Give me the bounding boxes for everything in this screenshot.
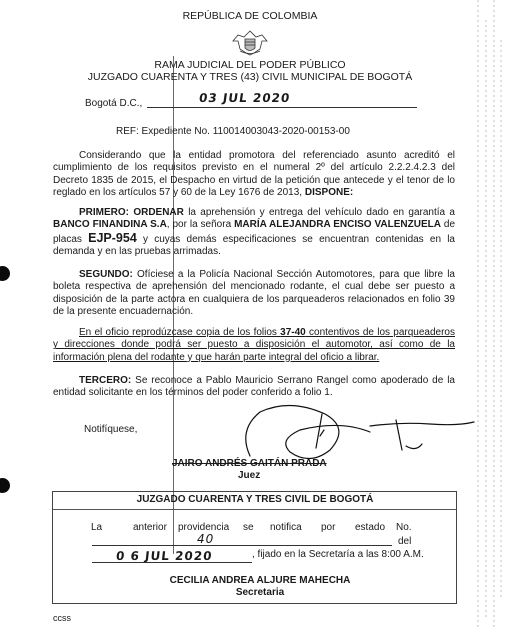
folios-range: 37-40 [280,327,306,338]
judge-name: JAIRO ANDRÉS GAITÁN PRADA [172,458,327,469]
handwritten-estado-number: 40 [197,532,215,546]
punch-hole-bottom [0,478,10,493]
notifiquese-label: Notifíquese, [84,424,138,435]
dispone-label: DISPONE: [304,187,354,199]
notification-word-anterior: anterior [133,522,167,533]
secretary-title: Secretaria [235,587,285,598]
secretary-name: CECILIA ANDREA ALJURE MAHECHA [169,575,351,586]
oficio-paragraph [53,327,455,364]
primero-text-1: la aprehensión y entrega del vehículo dado en garantía a [183,207,455,218]
date-underline [147,107,417,108]
primero-text-3: de placas [53,219,456,245]
primero-text-2: , por la señora [166,219,235,231]
notification-word-estado: estado [355,522,386,533]
handwritten-date-stamp: 03 JUL 2020 [198,91,292,105]
punch-hole-top [0,266,10,281]
tercero-text: Se reconoce a Pablo Mauricio Serrano Rangel como apoderado de la entidad solicitante en los términos del poder conferido a folio 1. [53,375,455,399]
scan-edge-artifact [472,0,507,628]
debtor-name: MARÍA ALEJANDRA ENCISO VALENZUELA [234,219,441,231]
segundo-paragraph [53,269,455,319]
country-header: REPÚBLICA DE COLOMBIA [182,10,318,22]
judicial-branch-title: RAMA JUDICIAL DEL PODER PÚBLICO [154,59,346,71]
segundo-label: SEGUNDO: [79,269,133,280]
notification-box-rule [53,509,456,510]
typist-initials: ccss [53,613,71,623]
handwritten-fixed-date: 0 6 JUL 2020 [115,549,214,563]
court-name: JUZGADO CUARENTA Y TRES (43) CIVIL MUNICIPAL DE BOGOTÁ [87,71,413,83]
tercero-paragraph [53,375,455,400]
notification-word-la: La [91,522,103,533]
bank-name: BANCO FINANDINA S.A [53,219,167,231]
tercero-label: TERCERO: [79,375,132,386]
coat-of-arms-icon [230,29,270,57]
notification-word-se: se [243,522,254,533]
notification-word-notifica: notifica [270,522,302,533]
considerando-text: Considerando que la entidad promotora del referenciado asunto acreditó el cumplimiento de los requisitos previsto en el numeral 2º del artículo 2.2.2.4.2.3 del Decreto 1835 de 2015, el Despacho en virtud de la petición que antecede y el tenor de lo reglado en los artículos 57 y 60 de la Ley 1676 de 2013, [53,150,455,199]
judge-title: Juez [238,470,261,481]
notification-del-label: del [398,536,412,547]
notification-word-providencia: providencia [178,522,230,533]
fixed-time-text: , fijado en la Secretaría a las 8:00 A.M. [252,549,424,560]
considerando-paragraph [53,150,455,200]
notification-title: JUZGADO CUARENTA Y TRES CIVIL DE BOGOTÁ [136,494,374,505]
notification-word-por: por [321,522,336,533]
estado-number-line [92,545,392,546]
primero-paragraph [53,207,455,259]
oficio-text-2: contentivos de los parqueaderos y direcciones donde podrá ser puesto a disposición el automotor, así como de la información plena del rodante y que harán parte integral del oficio a librar. [53,327,455,363]
primero-label: PRIMERO: ORDENAR [79,207,184,218]
case-reference: REF: Expediente No. 110014003043-2020-00153-00 [116,126,350,137]
date-place-label: Bogotá D.C., [85,98,143,109]
notification-word-no: No. [396,522,412,533]
segundo-text: Ofíciese a la Policía Nacional Sección Automotores, para que libre la boleta respectiva de aprehensión del mencionado rodante, el cual debe ser puesto a disposición de la parte actora en cualquiera de los parqueaderos relacionados en folio 39 de la presente encuadernación. [53,269,455,318]
vehicle-plate: EJP-954 [88,230,137,245]
oficio-text-1: En el oficio reprodúzcase copia de los folios [79,327,281,338]
primero-text-4: y cuyas demás especificaciones se encuentran contenidas en la demanda y en las pruebas arrimadas. [53,233,455,258]
